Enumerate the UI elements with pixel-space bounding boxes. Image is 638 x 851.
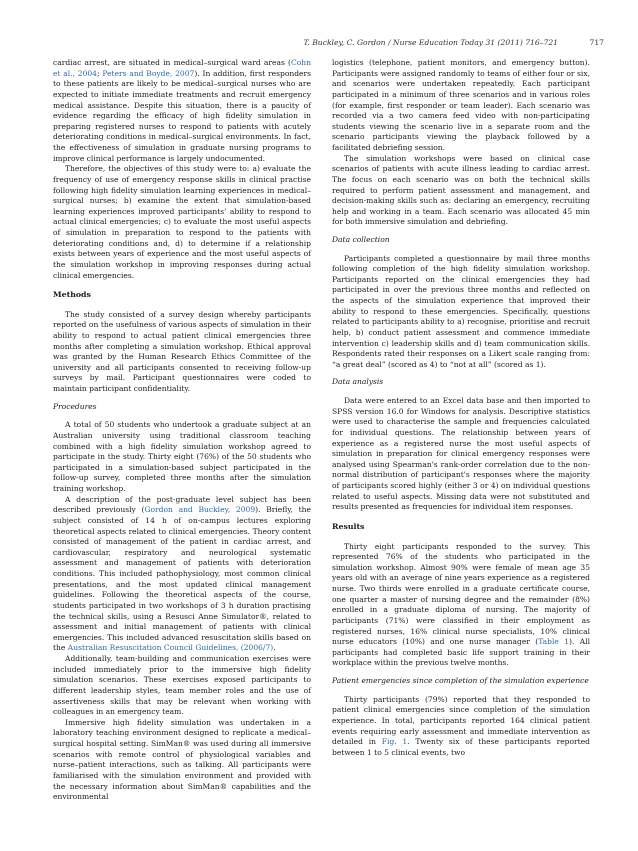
text-run: ; — [97, 68, 103, 78]
paragraph-procedures-participants: A total of 50 students who undertook a graduate subject at an Australian university using traditional classroom teaching combined with a high fidelity simulation workshop agreed to participate in the study. Thirty eight (76%) of the 50 students who participated in a simulation-based subject participated in the follow-up survey, completed three months after the simulation training workshop. — [53, 420, 311, 494]
text-run: ). All participants had completed basic life support training in their workplace within the previous twelve months. — [332, 637, 590, 668]
subsection-heading-data-collection: Data collection — [332, 235, 390, 244]
section-heading-methods: Methods — [53, 290, 91, 300]
paragraph-subject-description — [53, 495, 311, 654]
text-run: . — [273, 643, 276, 653]
text-run: Thirty eight participants responded to the survey. This represented 76% of the students who participated in the simulation workshop. Almost 90% were female of mean age 35 years old with an average of nine years experience as a registered nurse. Two thirds were enrolled in a graduate certificate course, one quarter a master of nursing degree and the remainder (8%) enrolled in a graduate diploma of nursing. The majority of participants (71%) were classified in their employment as registered nurses, 16% clinical nurse specialists, 10% clinical nurse educators (10%) and one nurse manager ( — [332, 541, 590, 647]
page-number: 717 — [589, 38, 604, 47]
text-run: . Twenty six of these participants reported between 1 to 5 clinical events, two — [332, 737, 590, 757]
text-run: cardiac arrest, are situated in medical–surgical ward areas ( — [53, 58, 291, 67]
paragraph-logistics: logistics (telephone, patient monitors, and emergency button). Participants were assigned randomly to teams of either four or six, and scenarios were undertaken repeatedly. Each participant participated in a minimum of three scenarios and in various roles (for example, first responder or team leader). Each scenario was recorded via a two camera feed video with non-participating students viewing the scenario live in a separate room and the scenario participants viewing the playback followed by a facilitated debriefing session. — [332, 58, 590, 152]
subsection-heading-data-analysis: Data analysis — [332, 377, 384, 387]
paragraph-data-analysis: Data were entered to an Excel data base and then imported to SPSS version 16.0 for Windows for analysis. Descriptive statistics were used to characterise the sample and frequencies calculated for individual questions. The relationship between years of experience as a registered nurse the most useful aspects of simulation in preparation for clinical emergency responses were analysed using Spearman's rank-order correlation due to the non-normal distribution of participant's responses where the majority of participants scored highly (either 3 or 4) on individual questions related to useful aspects. Missing data were not substituted and results presented as frequencies for individual item responses. — [332, 396, 590, 512]
paragraph-methods: The study consisted of a survey design whereby participants reported on the usefulness of various aspects of simulation in their ability to respond to actual patient clinical emergencies three months after completing a simulation workshop. Ethical approval was granted by the Human Research Ethics Committee of the university and all participants consented to receiving follow-up surveys by mail. Participant questionnaires were coded to maintain participant confidentiality. — [53, 309, 311, 394]
paragraph-data-collection: Participants completed a questionnaire by mail three months following completion of the high fidelity simulation workshop. Participants reported on the clinical emergencies they had participated in over the previous three months and reflected on the aspects of the simulation experience that improved their ability to respond to these emergencies. Specifically, questions related to participants ability to a) recognise, prioritise and recruit help, b) conduct patient assessment and commence immediate intervention c) leadership skills and d) team communication skills. Respondents rated their responses on a Likert scale ranging from: “a great deal” (scored as 4) to “not at all” (scored as 1). — [332, 253, 590, 369]
running-title: T. Buckley, C. Gordon / Nurse Education Today 31 (2011) 716–721 — [303, 38, 558, 47]
right-column — [332, 58, 590, 758]
left-column — [53, 58, 311, 803]
paragraph-immersive-simulation: Immersive high fidelity simulation was undertaken in a laboratory teaching environment designed to replicate a medical–surgical hospital setting. SimMan® was used during all immersive scenarios with remote control of physiological variables and nurse–patient interactions, such as talking. All participants were familiarised with the simulation environment and provided with the necessary information about SimMan® capabilities and the environmental — [53, 717, 311, 802]
text-run: Thirty participants (79%) reported that they responded to patient clinical emergencies since completion of the simulation experience. In total, participants reported 164 clinical patient events requiring early assessment and immediate intervention as detailed in — [332, 694, 590, 747]
text-run: A description of the post-graduate level subject has been described previously ( — [53, 494, 311, 515]
citation-link[interactable]: Australian Resuscitation Council Guidelines, (2006/7) — [67, 643, 274, 653]
paragraph-team-building: Additionally, team-building and communication exercises were included immediately prior to the immersive high fidelity simulation scenarios. These exercises exposed participants to different leadership styles, team member roles and the use of assertiveness skills that may be relevant when working with colleagues in an emergency team. — [53, 654, 311, 717]
text-run: ). Briefly, the subject consisted of 14 h of on-campus lectures exploring theoretical aspects related to clinical emergencies. Theory content consisted of management of the patient in cardiac arrest, and cardiovascular, respiratory and neurological systematic assessment and management of patients with deterioration conditions. This included pathophysiology, most common clinical presentations, and the most updated clinical management guidelines. Following the theoretical aspects of the course, students participated in two workshops of 3 h duration practising the technical skills, using a Resusci Anne Simulator®, related to assessment and initial management of patients with clinical emergencies. This included advanced resuscitation skills based on the — [53, 505, 311, 653]
citation-link[interactable]: Cohn et al., 2004 — [53, 58, 311, 78]
subsection-heading-patient-emergencies: Patient emergencies since completion of the simulation experience — [332, 676, 589, 686]
text-run: ). In addition, first responders to these patients are likely to be medical–surgical nurses who are expected to initiate immediate treatments and recruit emergency medical assistance. Despite this situation, there is a paucity of evidence regarding the efficacy of high fidelity simulation in preparing registered nurses to respond to patients with acutely deteriorating conditions in medical–surgical environments. In fact, the effectiveness of simulation in graduate nursing programs to improve clinical performance is largely undocumented. — [53, 68, 312, 163]
paragraph-continued-intro — [53, 58, 311, 164]
running-header — [0, 38, 604, 50]
table-reference-link[interactable]: Table 1 — [538, 637, 570, 647]
section-heading-results: Results — [332, 521, 365, 531]
paragraph-results-participants — [332, 542, 590, 670]
citation-link[interactable]: Peters and Boyde, 2007 — [102, 68, 195, 78]
paragraph-objectives: Therefore, the objectives of this study were to: a) evaluate the frequency of use of emergency response skills in clinical practise following high fidelity simulation learning experiences in medical–surgical nurses; b) examine the extent that simulation-based learning experiences improved participants' ability to respond to actual clinical emergencies; c) to evaluate the most useful aspects of simulation in preparation to respond to the patients with deteriorating conditions and, d) to determine if a relationship exists between years of experience and the most useful aspects of the simulation workshop in improving responses during actual clinical emergencies. — [53, 164, 311, 280]
paragraph-workshops: The simulation workshops were based on clinical case scenarios of patients with acute illness leading to cardiac arrest. The focus on each scenario was on both the technical skills required to perform patient assessment and management, and decision-making skills such as: declaring an emergency, recruiting help and working in a team. Each scenario was allocated 45 min for both immersive simulation and debriefing. — [332, 153, 590, 227]
citation-link[interactable]: Gordon and Buckley, 2009 — [144, 505, 256, 515]
paragraph-patient-emergencies — [332, 695, 590, 759]
subsection-heading-procedures: Procedures — [53, 401, 97, 411]
figure-reference-link[interactable]: Fig. 1 — [381, 737, 408, 747]
